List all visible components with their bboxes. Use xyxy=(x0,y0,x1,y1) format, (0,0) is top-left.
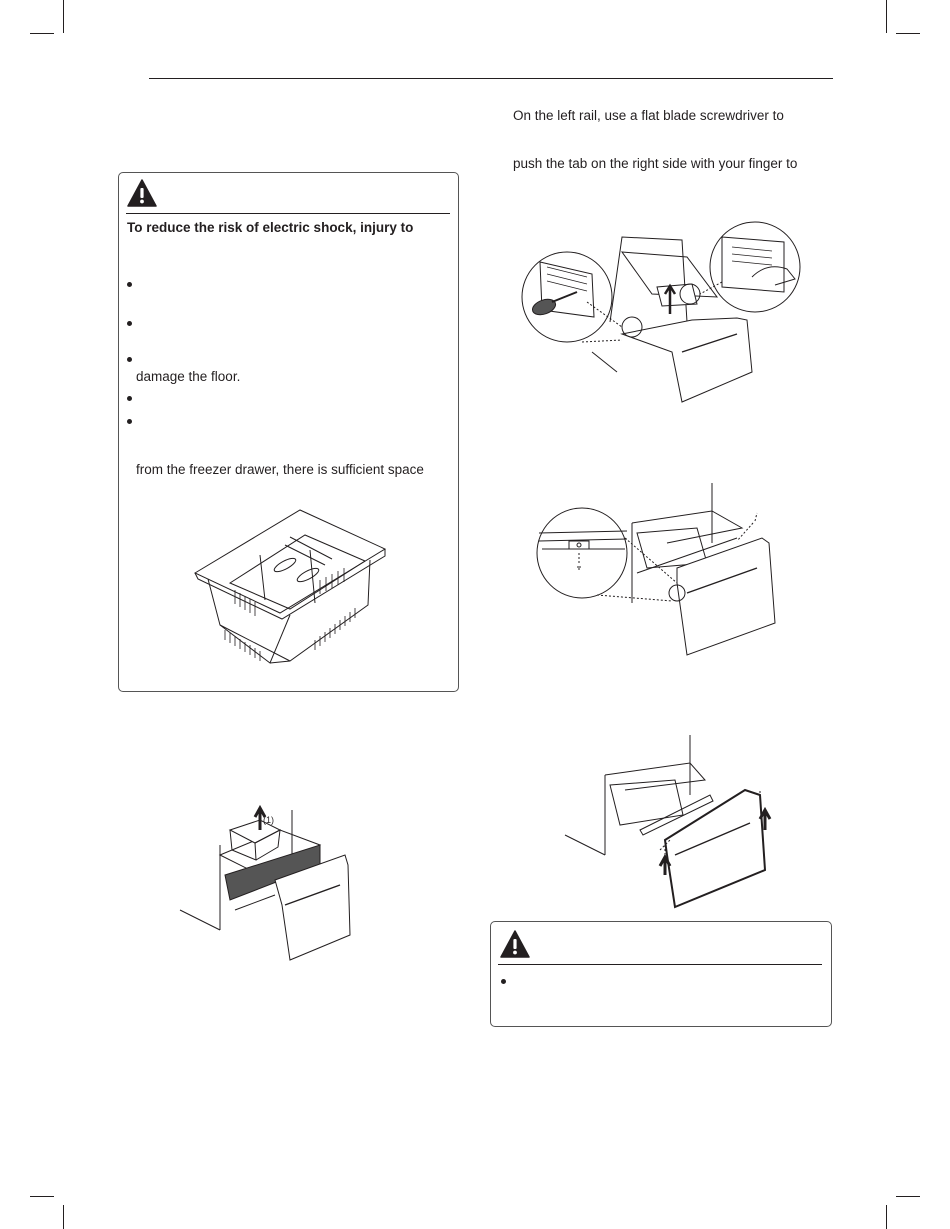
instruction-line-1: On the left rail, use a flat blade screwdriver to xyxy=(513,108,784,123)
warning-bullet-4 xyxy=(127,396,132,401)
crop-mark-top-left-v xyxy=(63,0,64,33)
warning-intro: To reduce the risk of electric shock, injury to xyxy=(127,220,414,235)
warning-bullet-5 xyxy=(127,419,132,424)
warning-triangle-icon xyxy=(127,179,157,207)
basket-removal-illustration xyxy=(180,805,350,962)
crop-mark-top-right-h xyxy=(896,33,920,34)
caution-divider xyxy=(498,964,822,965)
header-rule xyxy=(149,78,833,79)
rail-release-illustration xyxy=(522,222,800,404)
crop-mark-top-left-h xyxy=(30,33,54,34)
crop-mark-bottom-right-h xyxy=(896,1196,920,1197)
drawer-lift-illustration xyxy=(565,735,775,907)
crop-mark-bottom-left-v xyxy=(63,1205,64,1229)
warning-bullet-1 xyxy=(127,282,132,287)
warning-bullet-3 xyxy=(127,357,132,362)
warning-bullet-2 xyxy=(127,321,132,326)
caution-box xyxy=(490,921,832,1027)
warning-bullet-3-continuation: damage the floor. xyxy=(136,369,241,384)
crop-mark-top-right-v xyxy=(886,0,887,33)
basket-step-marker: (1) xyxy=(263,815,274,825)
instruction-line-2: push the tab on the right side with your finger to xyxy=(513,156,798,171)
caution-triangle-icon xyxy=(500,930,530,958)
freezer-basket-illustration xyxy=(190,505,390,670)
crop-mark-bottom-right-v xyxy=(886,1205,887,1229)
rail-screw-illustration xyxy=(537,483,777,658)
crop-mark-bottom-left-h xyxy=(30,1196,54,1197)
warning-bullet-5-continuation: from the freezer drawer, there is sufficient space xyxy=(136,462,424,477)
caution-bullet-1 xyxy=(501,979,506,984)
warning-divider xyxy=(126,213,450,214)
